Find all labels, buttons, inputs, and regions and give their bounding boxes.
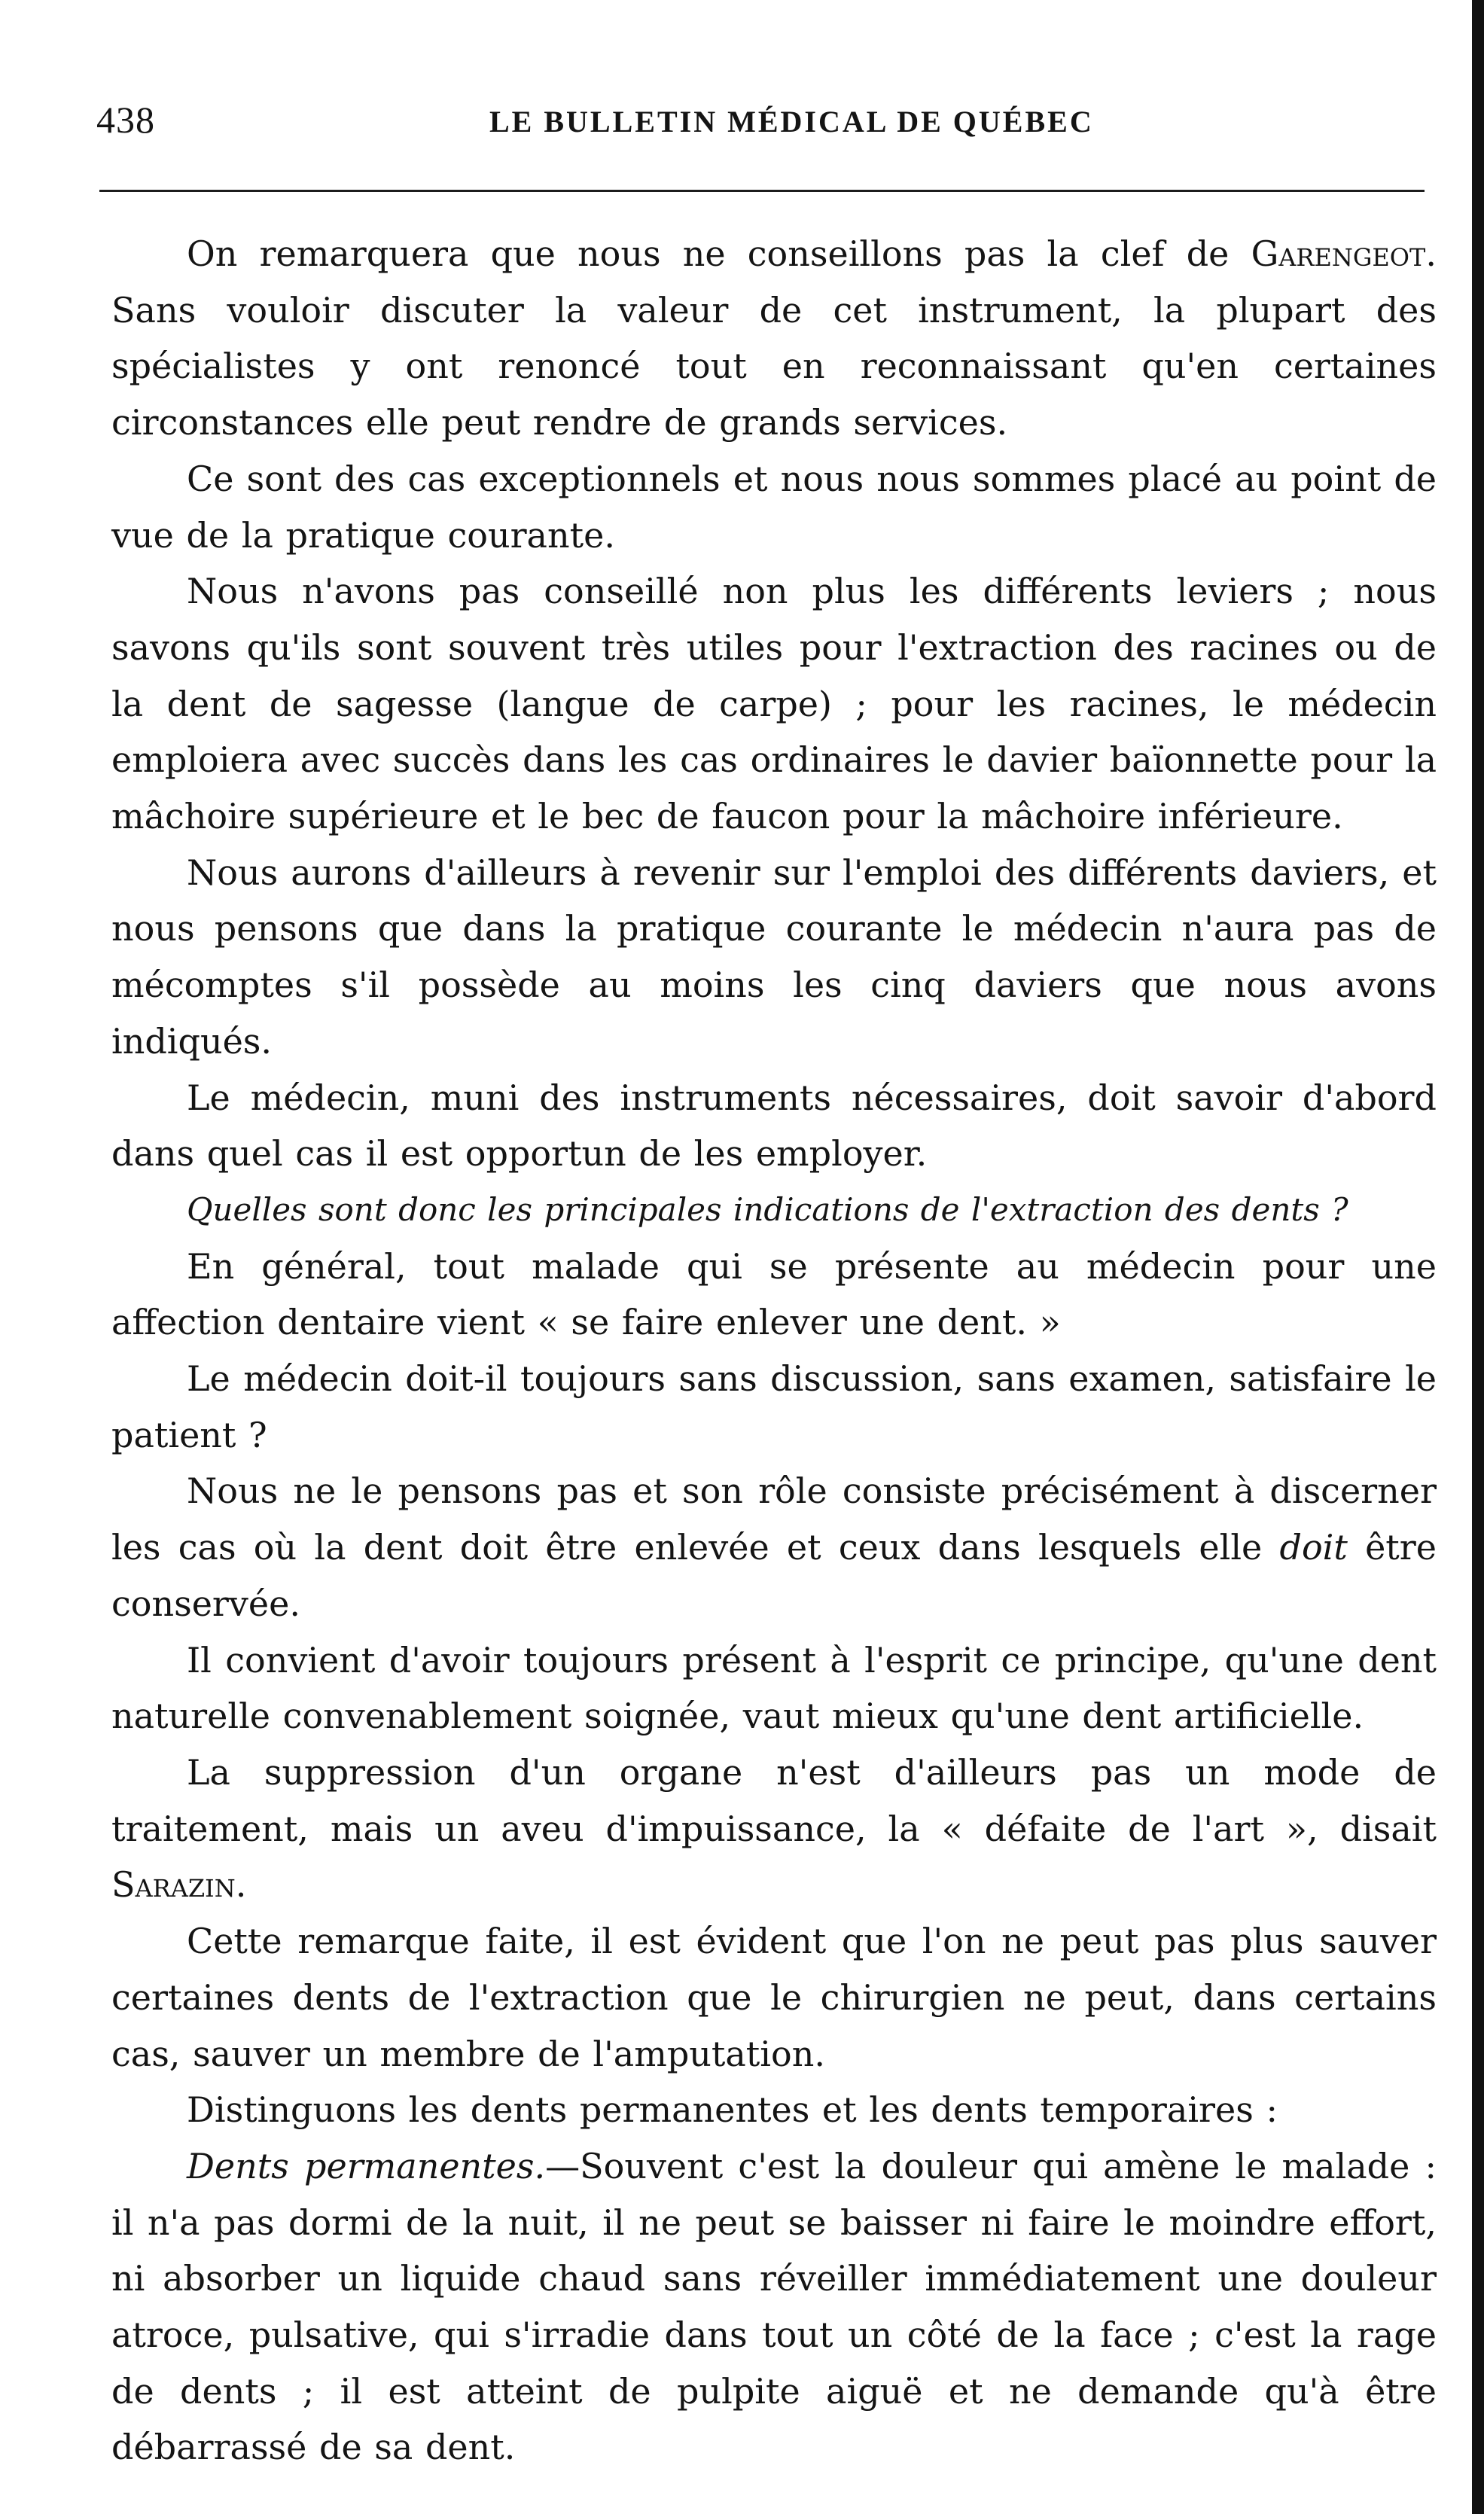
question-indications: Quelles sont donc les principales indications de l'extraction des dents ?	[187, 1190, 1348, 1228]
paragraph-distinguish: Distinguons les dents permanentes et les dents temporaires :	[187, 2089, 1278, 2131]
paragraph-satisfy-patient: Le médecin doit-il toujours sans discussion, sans examen, satisfaire le patient ?	[111, 1358, 1437, 1455]
paragraph-principle: Il convient d'avoir toujours présent à l'esprit ce principe, qu'une dent naturelle convenablement soignée, vaut mieux qu'une dent artificielle.	[111, 1639, 1437, 1737]
paragraph-exceptional-cases: Ce sont des cas exceptionnels et nous nous sommes placé au point de vue de la pratique courante.	[111, 458, 1437, 556]
author-name-sarazin: Sarazin	[111, 1864, 236, 1906]
paragraph-text: être conservée.	[111, 1527, 1437, 1624]
paragraph-text: —Souvent c'est la douleur qui amène le malade : il n'a pas dormi de la nuit, il ne peut se baisser ni faire le moindre effort, ni absorber un liquide chaud sans réveiller immédiatement une douleur atroce, pulsative, qui s'irradie dans tout un côté de la face ; c'est la rage de dents ; il est atteint de pulpite aiguë et ne demande qu'à être débarrassé de sa dent.	[111, 2145, 1437, 2468]
body-text	[111, 226, 1437, 2476]
paragraph-text: La suppression d'un organe n'est d'ailleurs pas un mode de traitement, mais un aveu d'impuissance, la « défaite de l'art », disait	[111, 1751, 1437, 1849]
page-number: 438	[96, 99, 155, 141]
paragraph-text: On remarquera que nous ne conseillons pas la clef de	[187, 233, 1251, 274]
header-rule	[99, 190, 1425, 192]
paragraph-permanent-teeth	[111, 2138, 1437, 2476]
author-name-garengeot: Garengeot	[1251, 233, 1426, 274]
page-edge-shadow	[1472, 0, 1484, 2514]
paragraph-garengeot	[111, 226, 1437, 451]
paragraph-text: .	[235, 1864, 247, 1906]
emphasis-doit: doit	[1279, 1527, 1348, 1568]
paragraph-amputation: Cette remarque faite, il est évident que l'on ne peut pas plus sauver certaines dents de l'extraction que le chirurgien ne peut, dans certains cas, sauver un membre de l'amputation.	[111, 1921, 1437, 2074]
paragraph-text: . Sans vouloir discuter la valeur de cet instrument, la plupart des spécialistes y ont renoncé tout en reconnaissant qu'en certaines circonstances elle peut rendre de grands services.	[111, 233, 1437, 443]
paragraph-daviers: Nous aurons d'ailleurs à revenir sur l'emploi des différents daviers, et nous pensons que dans la pratique courante le médecin n'aura pas de mécomptes s'il possède au moins les cinq daviers que nous avons indiqués.	[111, 852, 1437, 1062]
paragraph-levers: Nous n'avons pas conseillé non plus les différents leviers ; nous savons qu'ils sont souvent très utiles pour l'extraction des racines ou de la dent de sagesse (langue de carpe) ; pour les racines, le médecin emploiera avec succès dans les cas ordinaires le davier baïonnette pour la mâchoire supérieure et le bec de faucon pour la mâchoire inférieure.	[111, 571, 1437, 837]
paragraph-sarazin	[111, 1745, 1437, 1913]
lead-in-permanent-teeth: Dents permanentes.	[187, 2145, 546, 2186]
paragraph-discern-cases	[111, 1463, 1437, 1632]
paragraph-patient-request: En général, tout malade qui se présente au médecin pour une affection dentaire vient « se faire enlever une dent. »	[111, 1245, 1437, 1343]
running-title: LE BULLETIN MÉDICAL DE QUÉBEC	[489, 105, 1094, 139]
paragraph-text: Nous ne le pensons pas et son rôle consiste précisément à discerner les cas où la dent doit être enlevée et ceux dans lesquels elle	[111, 1470, 1437, 1568]
paragraph-instruments: Le médecin, muni des instruments nécessaires, doit savoir d'abord dans quel cas il est opportun de les employer.	[111, 1077, 1437, 1175]
